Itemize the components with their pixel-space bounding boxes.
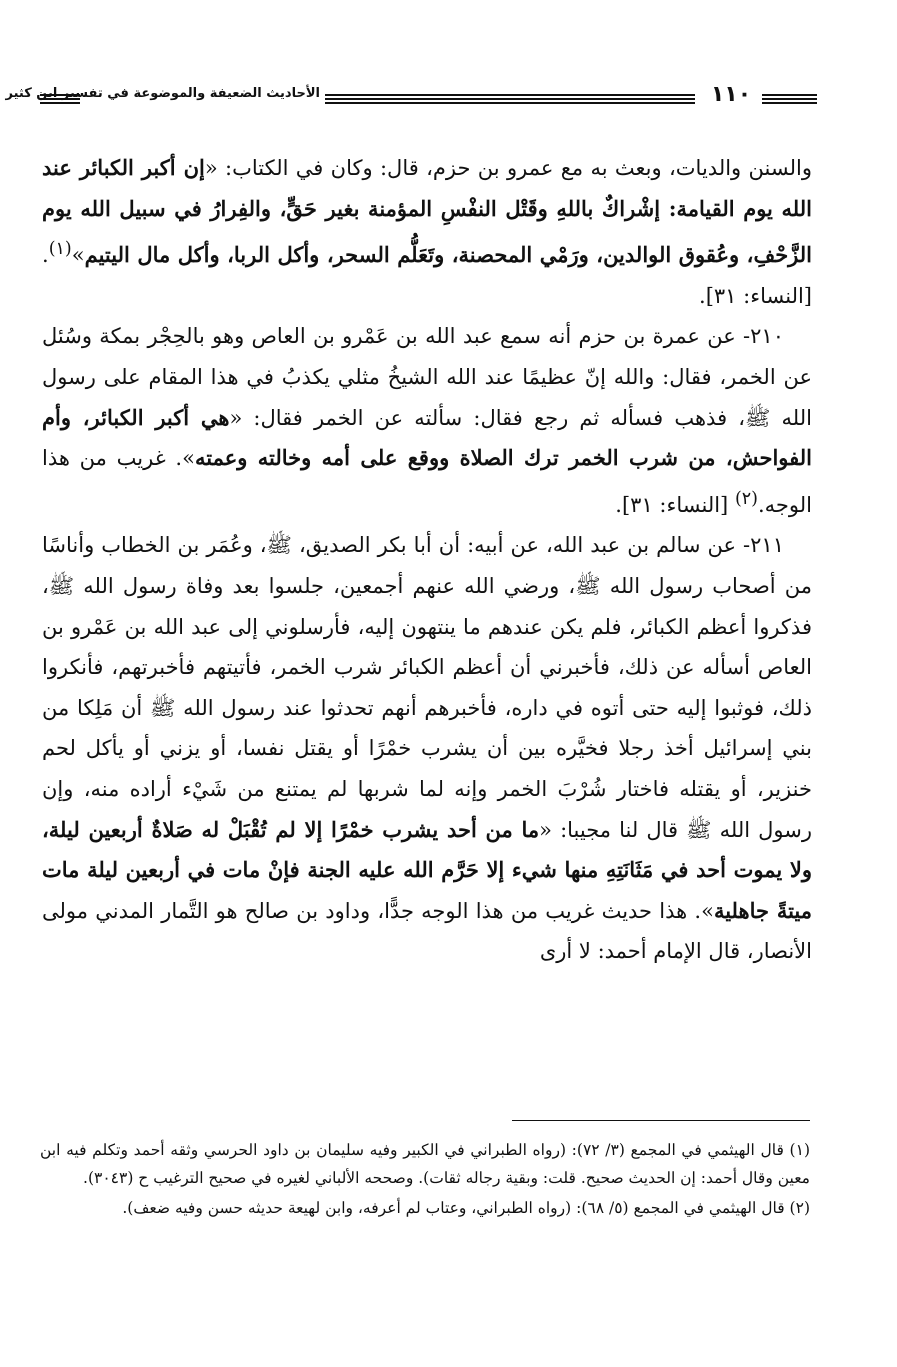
text-span: ٢١١- عن سالم بن عبد الله، عن أبيه: أن أبا بكر الصديق، ﷺ، وعُمَر بن الخطاب وأناسًا من أصحاب رسول الله ﷺ، ورضي الله عنهم أجمعين، جلسوا بعد وفاة رسول الله ﷺ، فذكروا أعظم الكبائر، فلم يكن عندهم ما ينتهون إليه، فأرسلوني إلى عبد الله بن عَمْرو بن العاص أسأله عن ذلك، فأخبرني أن أعظم الكبائر شرب الخمر، فأتيتهم فأخبرتهم، فأنكروا ذلك، فوثبوا إليه حتى أتوه في داره، فأخبرهم أنهم تحدثوا عند رسول الله ﷺ أن مَلِكا من بني إسرائيل أخذ رجلا فخيَّره بين أن يشرب خمْرًا أو يقتل نفسا، أو يزني أو يأكل لحم خنزير، أو يقتله فاختار شُرْبَ الخمر وإنه لما شربها لم يمتنع من شَيْء أراده منه، وإن رسول الله ﷺ قال لنا مجيبا: « — [42, 533, 812, 842]
hadith-quote: ما من أحد يشرب خمْرًا إلا لم تُقْبَلْ له صَلاةٌ أربعين ليلة، ولا يموت أحد في مَثَانَتِهِ منها شيء إلا حَرَّم الله عليه الجنة فإنْ مات في أربعين ليلة مات ميتةً جاهلية — [42, 816, 812, 923]
footnote-separator — [512, 1120, 810, 1121]
page-number: ١١٠ — [710, 82, 752, 107]
hadith-quote: هي أكبر الكبائر، وأم الفواحش، من شرب الخمر ترك الصلاة ووقع على أمه وخالته وعمته — [42, 404, 813, 471]
footnote-marker-1: (١) — [48, 239, 72, 260]
main-text — [42, 148, 812, 972]
text-span: » — [71, 243, 85, 268]
footnote-1: (١) قال الهيثمي في المجمع (٣/ ٧٢): (رواه الطبراني في الكبير وفيه سليمان بن داود الحرسي وثقه أحمد وتكلم فيه ابن معين وقال أحمد: إن الحديث صحيح. قلت: وبقية رجاله ثقات). وصححه الألباني لغيره في صحيح الترغيب ح (٣٠٤٣). — [40, 1141, 810, 1187]
hadith-quote: إن أكبر الكبائر عند الله يوم القيامة: إشْراكٌ باللهِ وقَتْل النفْسِ المؤمنة بغير حَقٍّ، والفِرارُ في سبيل الله يوم الزَّحْفِ، وعُقوق الوالدين، ورَمْي المحصنة، وتَعَلُّم السحر، وأكل الربا، وأكل مال اليتيم — [42, 155, 812, 268]
text-span: [النساء: ٣١]. — [615, 492, 735, 517]
page-header — [5, 82, 817, 116]
header-rule-right — [762, 94, 817, 104]
hadith-210 — [42, 316, 812, 525]
text-span: . [النساء: ٣١]. — [42, 243, 812, 308]
text-span: ٢١٠- عن عمرة بن حزم أنه سمع عبد الله بن عَمْرو بن العاص وهو بالحِجْر بمكة وسُئل عن الخمر، فقال: والله إنّ عظيمًا عند الله الشيخُ مثلي يكذبُ في هذا المقام على رسول الله ﷺ، فذهب فسأله ثم رجع فقال: سألته عن الخمر فقال: « — [42, 324, 812, 430]
text-span: ». غريب من هذا الوجه. — [42, 446, 812, 517]
paragraph-continued — [42, 148, 812, 316]
header-rule-middle — [325, 94, 695, 104]
hadith-211 — [42, 525, 812, 972]
text-span: ». هذا حديث غريب من هذا الوجه جدًّا، وداود بن صالح هو التَّمار المدني مولى الأنصار، قال الإمام أحمد: لا أرى — [42, 898, 812, 964]
footnote-marker-2: (٢) — [734, 488, 758, 509]
footnotes — [40, 1137, 810, 1226]
running-title: الأحاديث الضعيفة والموضوعة في تفسير ابن كثير — [5, 86, 320, 101]
text-span: والسنن والديات، وبعث به مع عمرو بن حزم، قال: وكان في الكتاب: « — [204, 156, 812, 180]
footnote-2: (٢) قال الهيثمي في المجمع (٥/ ٦٨): (رواه الطبراني، وعتاب لم أعرفه، وابن لهيعة حديثه حسن وفيه ضعف). — [122, 1199, 810, 1217]
